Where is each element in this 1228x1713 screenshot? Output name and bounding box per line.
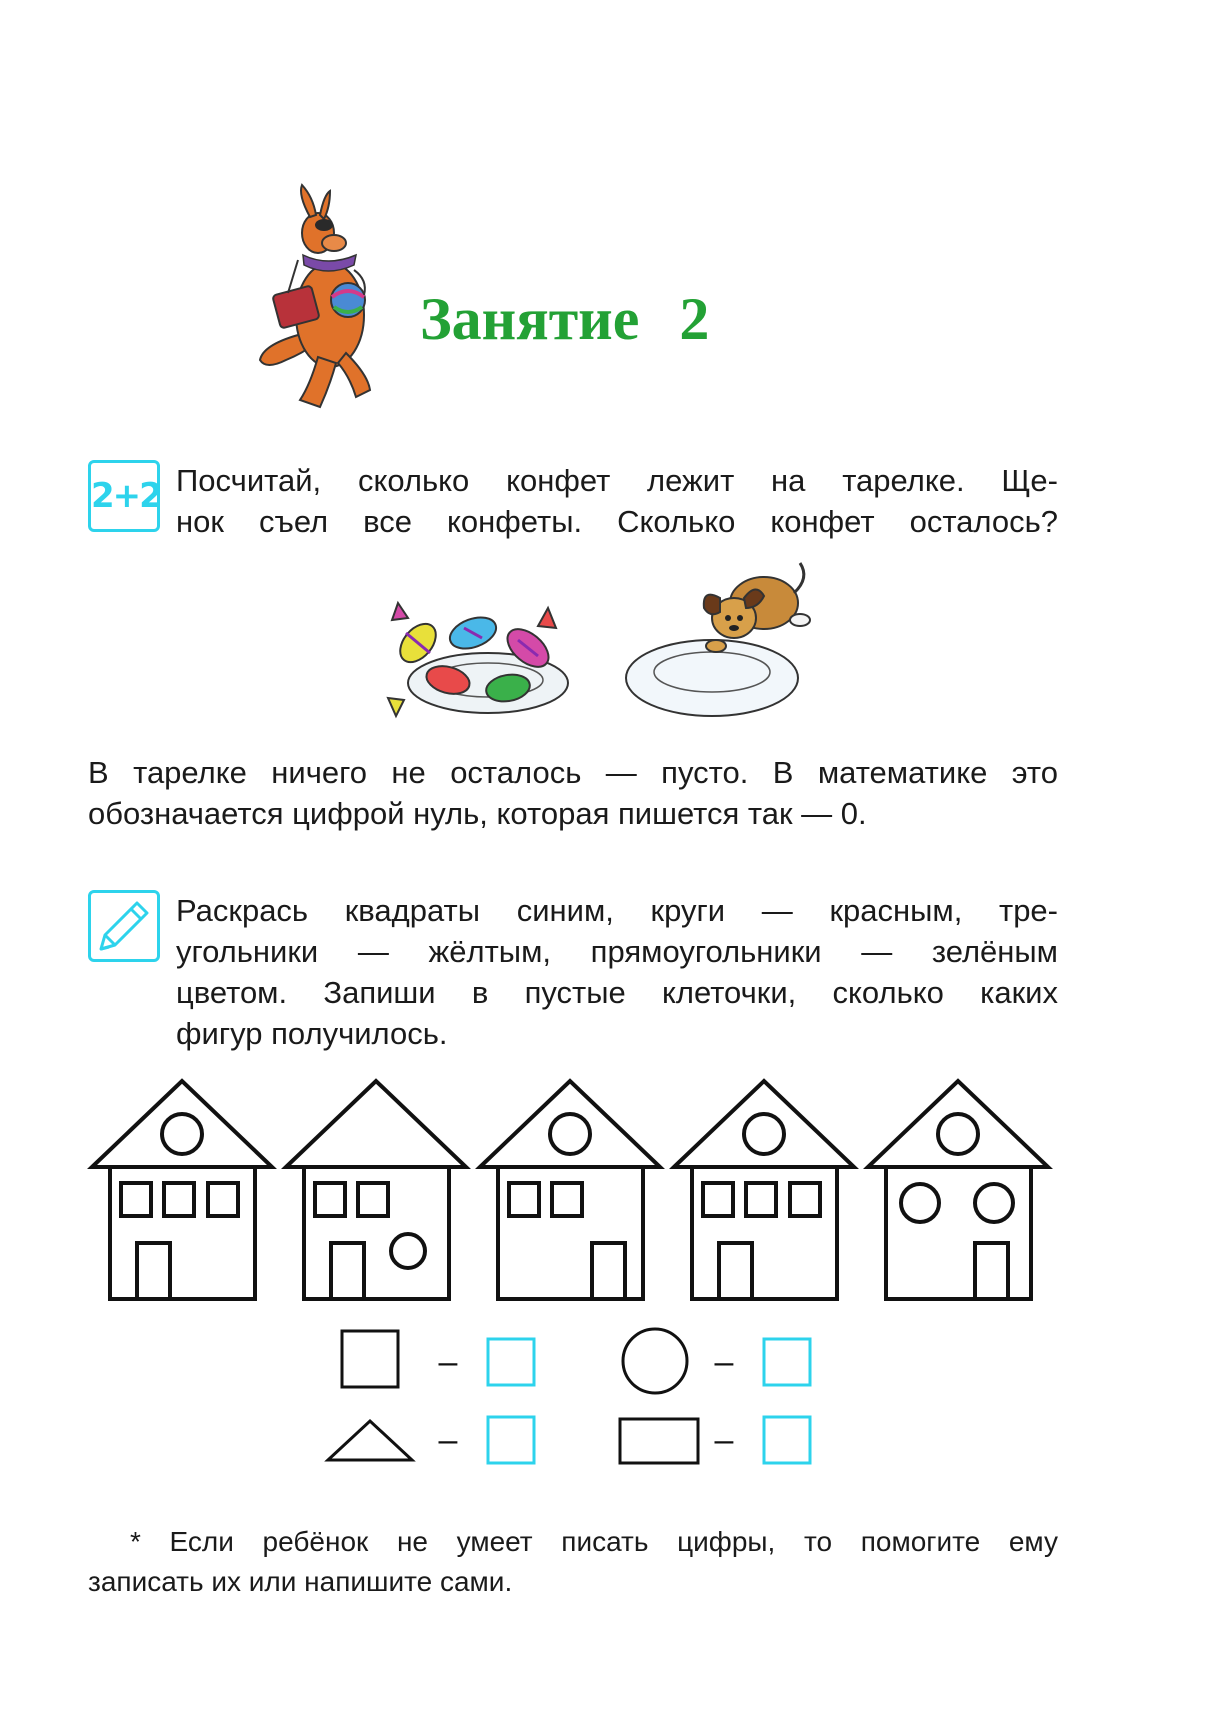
house-1-window <box>208 1183 238 1216</box>
dash-circles: – <box>714 1343 734 1381</box>
shape-legend <box>320 1325 820 1465</box>
counting-icon-label: 2+2 <box>91 476 161 516</box>
house-2-wall <box>304 1167 449 1299</box>
answer-box-squares <box>488 1339 534 1385</box>
house-2 <box>286 1081 466 1299</box>
lesson-title <box>420 285 709 354</box>
house-1-window <box>121 1183 151 1216</box>
rectangle-shape <box>620 1419 698 1463</box>
house-4-wall <box>692 1167 837 1299</box>
house-5-window-circle <box>901 1184 939 1222</box>
answer-box-circles <box>764 1339 810 1385</box>
puppy-empty-plate-illustration <box>624 548 824 728</box>
task2-line: угольники — жёлтым, прямоугольники — зелёным <box>176 934 1058 969</box>
parent-footnote <box>88 1522 1058 1602</box>
footnote-line: записать их или напишите сами. <box>88 1566 513 1597</box>
house-4 <box>674 1081 854 1299</box>
title-number: 2 <box>679 286 710 352</box>
house-1-wall <box>110 1167 255 1299</box>
zero-explanation <box>88 752 1058 834</box>
explanation-line: В тарелке ничего не осталось — пусто. В математике это <box>88 755 1058 790</box>
task1-line: Посчитай, сколько конфет лежит на тарелке. Ще- <box>176 463 1058 498</box>
answer-box-rectangles <box>764 1417 810 1463</box>
house-4-window <box>703 1183 733 1216</box>
dash-rectangles: – <box>714 1421 734 1459</box>
house-1-window <box>164 1183 194 1216</box>
task1-line: нок съел все конфеты. Сколько конфет осталось? <box>176 504 1058 539</box>
pencil-icon <box>91 893 157 959</box>
house-1 <box>92 1081 272 1299</box>
kangaroo-illustration <box>258 185 388 410</box>
candies-plate-illustration <box>378 588 573 728</box>
house-4-roof-circle <box>744 1114 784 1154</box>
house-2-window <box>358 1183 388 1216</box>
houses-figure <box>88 1075 1058 1305</box>
house-4-window <box>746 1183 776 1216</box>
dash-squares: – <box>438 1343 458 1381</box>
task2-line: Раскрась квадраты синим, круги — красным, тре- <box>176 893 1058 928</box>
house-5-door <box>975 1243 1008 1299</box>
square-shape <box>342 1331 398 1387</box>
title-word: Занятие <box>420 286 640 352</box>
house-2-wall-circle <box>391 1234 425 1268</box>
house-3-roof-circle <box>550 1114 590 1154</box>
footnote-line: * Если ребёнок не умеет писать цифры, то помогите ему <box>130 1526 1058 1557</box>
task2-line: цветом. Запиши в пустые клеточки, сколько каких <box>176 975 1058 1010</box>
house-4-door <box>719 1243 752 1299</box>
house-3-window <box>552 1183 582 1216</box>
task2-line: фигур получилось. <box>176 1016 448 1051</box>
dash-triangles: – <box>438 1421 458 1459</box>
house-2-window <box>315 1183 345 1216</box>
house-5-roof-circle <box>938 1114 978 1154</box>
explanation-line: обозначается цифрой нуль, которая пишется так — 0. <box>88 796 867 831</box>
task1-text <box>176 460 1058 542</box>
house-2-door <box>331 1243 364 1299</box>
counting-task-icon <box>88 460 160 532</box>
circle-shape <box>623 1329 687 1393</box>
house-3 <box>480 1081 660 1299</box>
house-5 <box>868 1081 1048 1299</box>
answer-box-triangles <box>488 1417 534 1463</box>
house-5-window-circle <box>975 1184 1013 1222</box>
house-3-wall <box>498 1167 643 1299</box>
house-4-window <box>790 1183 820 1216</box>
house-2-roof <box>286 1081 466 1167</box>
house-3-door <box>592 1243 625 1299</box>
house-1-roof-circle <box>162 1114 202 1154</box>
triangle-shape <box>328 1421 412 1460</box>
coloring-task-icon <box>88 890 160 962</box>
house-3-window <box>509 1183 539 1216</box>
house-1-door <box>137 1243 170 1299</box>
task2-text <box>176 890 1058 1054</box>
